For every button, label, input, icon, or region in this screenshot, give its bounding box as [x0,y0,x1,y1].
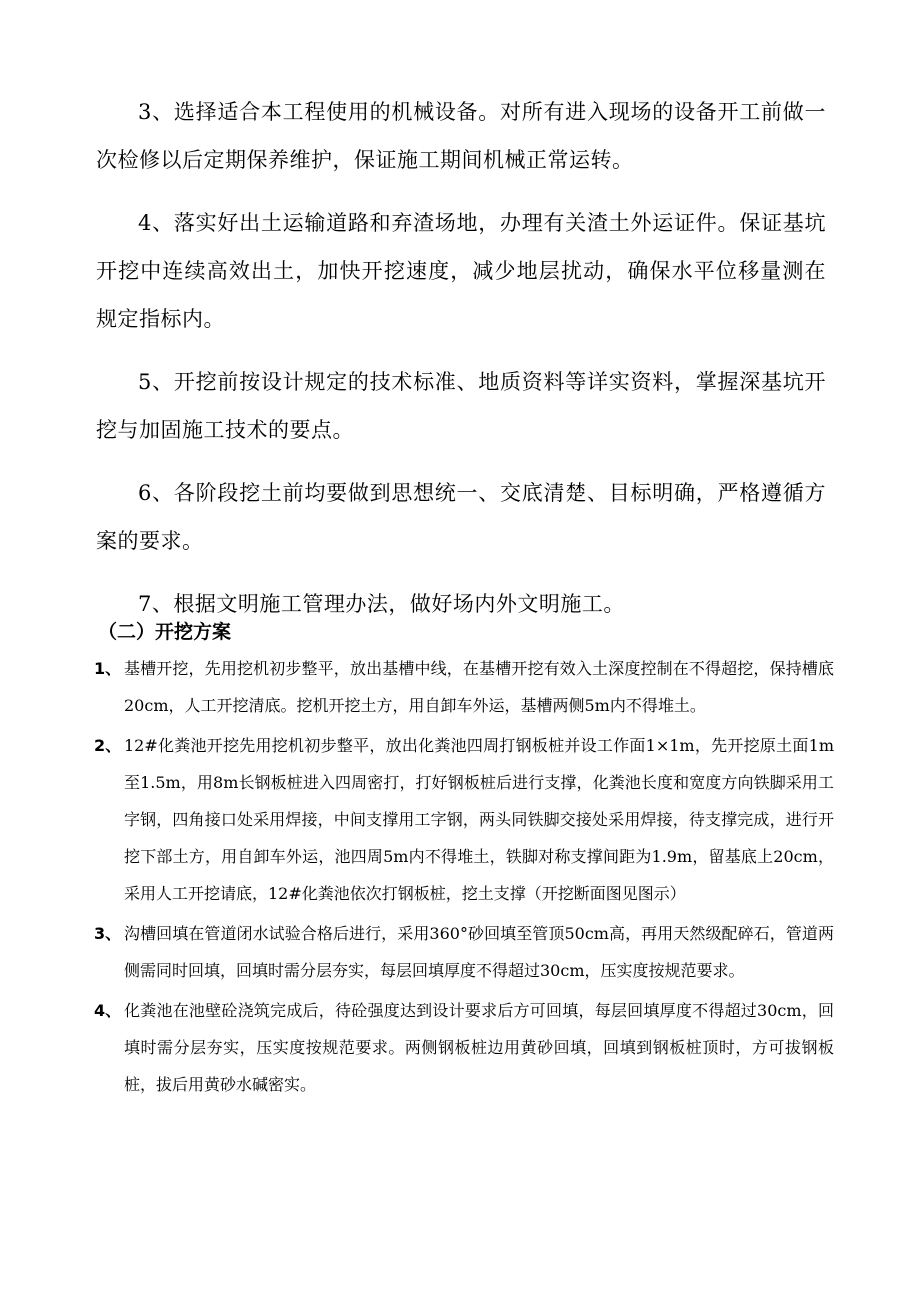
paragraph-4: 4、落实好出土运输道路和弃渣场地，办理有关渣土外运证件。保证基坑开挖中连续高效出土，加快开挖速度，减少地层扰动，确保水平位移量测在规定指标内。 [96,211,826,331]
list-item [94,650,834,724]
paragraph-7: 7、根据文明施工管理办法，做好场内外文明施工。 [138,592,625,616]
paragraph-5: 5、开挖前按设计规定的技术标准、地质资料等详实资料，掌握深基坑开挖与加固施工技术的要点。 [96,370,826,442]
excavation-plan-list [94,650,834,1106]
list-item [94,727,834,912]
item-text: 沟槽回填在管道闭水试验合格后进行，采用360°砂回填至管顶50cm高，再用天然级配碎石，管道两侧需同时回填，回填时需分层夯实，每层回填厚度不得超过30cm，压实度按规范要求。 [124,924,834,980]
list-item [94,915,834,989]
preparation-paragraphs [96,88,826,643]
paragraph-3: 3、选择适合本工程使用的机械设备。对所有进入现场的设备开工前做一次检修以后定期保养维护，保证施工期间机械正常运转。 [96,100,826,172]
item-text: 基槽开挖，先用挖机初步整平，放出基槽中线，在基槽开挖有效入土深度控制在不得超挖，保持槽底20cm，人工开挖清底。挖机开挖土方，用自卸车外运，基槽两侧5m内不得堆土。 [124,659,834,715]
section-heading: （二）开挖方案 [98,621,232,643]
item-number: 4、 [94,1001,122,1020]
paragraph-6: 6、各阶段挖土前均要做到思想统一、交底清楚、目标明确，严格遵循方案的要求。 [96,481,826,553]
item-number: 1、 [94,659,122,678]
item-text: 12#化粪池开挖先用挖机初步整平，放出化粪池四周打钢板桩并设工作面1×1m，先开挖原土面1m至1.5m，用8m长钢板桩进入四周密打，打好钢板桩后进行支撑，化粪池长度和宽度方向铁脚采用工字钢，四角接口处采用焊接，中间支撑用工字钢，两头同铁脚交接处采用焊接，待支撑完成，进行开挖下部土方，用自卸车外运，池四周5m内不得堆土，铁脚对称支撑间距为1.9m，留基底上20cm，采用人工开挖请底，12#化粪池依次打钢板桩，挖土支撑（开挖断面图见图示） [124,736,834,903]
item-number: 2、 [94,736,122,755]
item-text: 化粪池在池壁砼浇筑完成后，待砼强度达到设计要求后方可回填，每层回填厚度不得超过30cm，回填时需分层夯实，压实度按规范要求。两侧钢板桩边用黄砂回填，回填到钢板桩顶时，方可拔钢板桩，拔后用黄砂水碱密实。 [124,1001,834,1094]
list-item [94,992,834,1103]
item-number: 3、 [94,924,122,943]
